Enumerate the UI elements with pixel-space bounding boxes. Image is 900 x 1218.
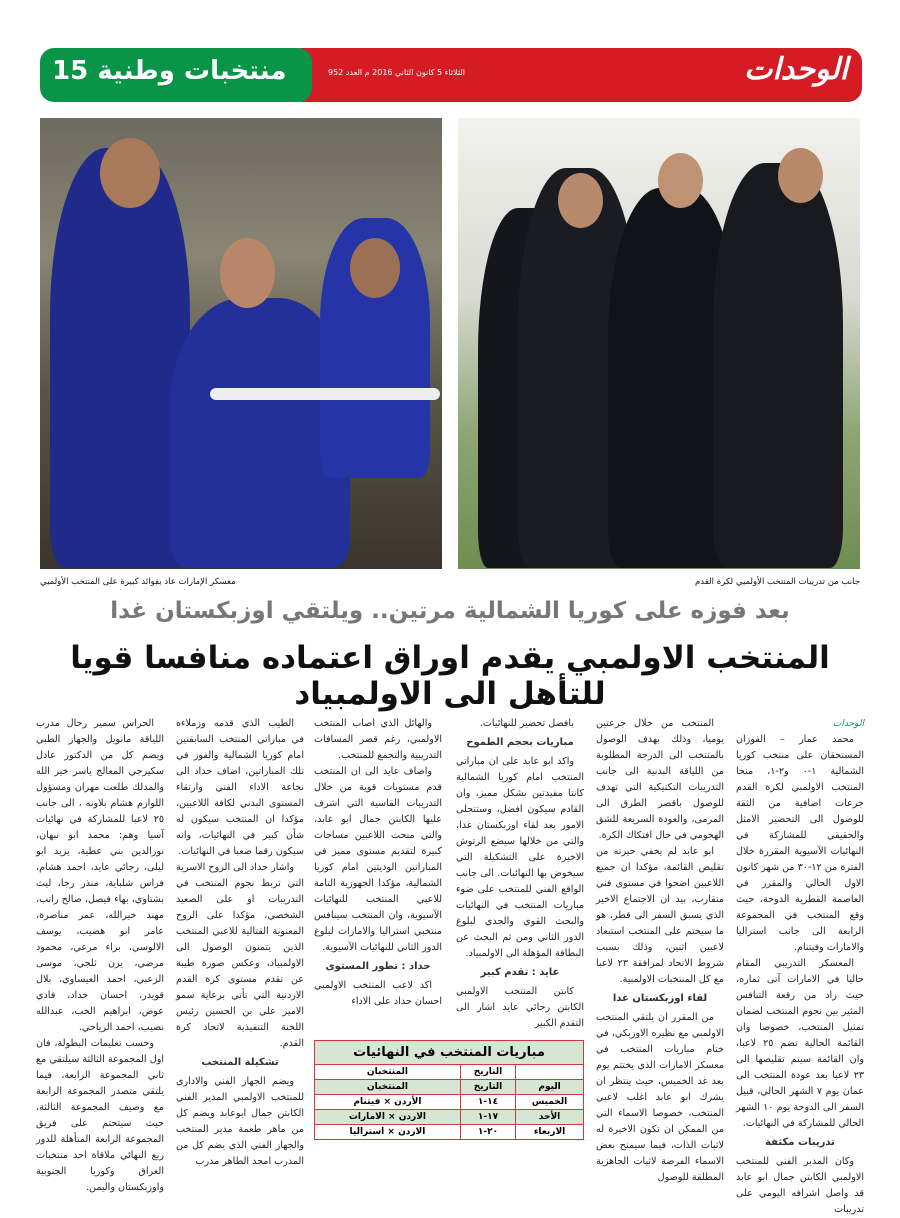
article-column-1: الوحدات محمد عمار – الفوزان المستحقان على منتخب كوريا الشمالية ١-٠ و٢-١، منحا المنتخب الاولمبي لكرة القدم جرعات اضافية من الثقة للوصول الى التحضير الامثل والحقيقي للمشاركة في النهائيات الآسيوية المقررة خلال الفترة من ١٢-٣٠ من شهر كانون الاول الحالي والمقرر في العاصمة القطرية الدوحة، حيث وقع المنتخب في المجموعة الرابعة الى جانب استراليا والامارات وفيتنام. المعسكر التدريبي المقام حاليا في الامارات آتى ثماره، حيث زاد من رقعة التنافس المثير بين نجوم المنتخب لضمان تمثيل المنتخب، خصوصا وان القائمة الحالية تضم ٢٥ لاعبا، وان القائمة سيتم تقليصها الى ٢٣ لاعبا بعد عودة المنتخب الى عمان يوم ٧ الشهر الحالي، قبيل السفر الى الدوحة يوم ١٠ الشهر الحالي للمشاركة في النهائيات. تدريبات مكثفة وكان المدير الفني للمنتخب الاولمبي الكابتن جمال ابو عابد قد واصل اشرافه اليومي على تدريبات	[736, 716, 864, 1218]
article-column-3: بافضل تحضير للنهائيات. مباريات بحجم الطموح واكد ابو عابد على ان مباراتي المنتخب امام كوريا الشمالية كانتا مفيدتين بشكل مميز، وان القادم سيكون افضل، وستتجلى الامور بعد لقاء اوزبكستان غدا، والتي من خلالها سيضع الرتوش الاخيرة على التشكيلة التي سيخوض بها النهائيات. الى جانب الواقع الفني للمنتخب على ضوء مباريات المنتخب في النهائيات والبحث القوي والجدي لبلوغ الدور الثاني ومن ثم البحث عن البطاقة المؤهلة الى الاولمبياد. عايد : تقدم كبير كابتن المنتخب الاولمبي الكابتن رجائي عايد اشار الى التقدم الكبير	[456, 718, 584, 1029]
photo-training-session	[458, 118, 860, 569]
article-column-4: والهائل الذي اصاب المنتخب الاولمبي، رغم قصر المسافات التدريبية والتجمع للمنتخب. واضاف عايد الى ان المنتخب قدم مستويات قوية من خلال التدريبات القاسية التي اشرف عليها الكابتن جمال ابو عابد، والتي منحت اللاعبين مساحات كبيرة لتقديم مستوى مميز في المباراتين الوديتين امام كوريا الشمالية، مؤكدا الجهوزية التامة للاعبي المنتخب للنهائيات الآسيوية، وان المنتخب سينافس منتخبي استراليا والامارات لبلوغ الدور الثاني للنهائيات الآسيوية. حداد : تطور المستوى اكد لاعب المنتخب الاولمبي احسان حداد على الاداء	[314, 718, 442, 1007]
section-title: منتخبات وطنية 15	[52, 56, 287, 86]
article-column-6: الحراس سمير رحال مدرب اللياقة مانويل والجهاز الطبي ويضم كل من الدكتور عادل سكيرجي المعالج ياسر خير الله والمدلك طلعت مهران ومسؤول اللوازم هشام بلاونه ، الى جانب ٢٥ لاعبا للمشاركة في نهائيات آسيا وهم: محمد ابو نبهان، نورالدين بني عطية، يزيد ابو ليلى، رجائي عايد، احمد هشام، فراس شلباية، منذر رجا، ليث بشتاوي، بهاء فيصل، صالح راتب، مهند خيرالله، عمر مناصرة، عامر ابو هضيب، يوسف الالوسي، براء مرعي، محمود مرضي، يزن ثلجي، موسى الزعبي، احمد العيساوي، بلال قويدر، احسان حداد، فادي عوض، ابراهيم الخب، عبدالله نصيب، احمد الرياحي. وحسب تعليمات البطولة، فان اول المجموعة الثالثة سيلتقي مع ثاني المجموعة الرابعة، فيما يلتقي متصدر المجموعة الرابعة مع وصيف المجموعة الثالثة، حيث سيتحتم على فريق المجموعة الرابعة المتأهلة للدور ربع النهائي ملاقاة احد منتخبات العراق وكوريا الجنوبية واوزبكستان واليمن.	[36, 718, 164, 1193]
table-row: الأحد ١٧-١ الاردن × الامارات	[315, 1110, 584, 1125]
issue-date: الثلاثاء 5 كانون الثاني 2016 م العدد 952	[328, 68, 465, 77]
article-column-2: المنتخب من خلال جرعتين يوميا، وذلك بهدف الوصول بالمنتخب الى الدرجة المطلوبة من اللياقة البدنية الى جانب التدريبات التكتيكية التي تهدف للوصول باقصر الطرق الى المرمى، والعودة السريعة للشق الهجومي في حال افتكاك الكرة. ابو عابد لم يخفي حيرته من تقليص القائمة، مؤكدا ان جميع اللاعبين اضحوا في مستوى فني متقارب، بيد ان الاجتماع الاخير الذي يسبق السفر الى قطر، هو ما سيحتم على المنتخب استبعاد لاعبين اثنين، وذلك بسبب شروط الاتحاد لمرافقة ٢٣ لاعبا مع كل المنتخبات الاولمبية. لقاء اوزبكستان غدا من المقرر ان يلتقي المنتخب الاولمبي مع نظيره الاوزبكي، في ختام مباريات المنتخب في معسكر الامارات الذي يختتم يوم بعد غد الخميس، حيث ينتظر ان يشرك ابو عابد اغلب لاعبي المنتخب، خصوصا الاسماء التي من الممكن ان تكون الاخيرة له لاثبات الذات، فيما سيمنح بعض الاسماء الفرصة لاثبات الجاهزية المطلقة للوصول	[596, 718, 724, 1183]
newspaper-logo: الوحدات	[744, 52, 848, 87]
byline: الوحدات	[832, 719, 864, 729]
article-column-5: الطيب الذي قدمه وزملاءه في مباراتي المنتخب السابقتين امام كوريا الشمالية والفوز في تلك المباراتين، اضاف حداد الى نجاعة الاداء الفني وارتقاء المستوى البدني لكافة اللاعبين، مؤكدا ان المنتخب سيكون له شأن كبير في النهائيات، وانه سيكون رقما صعبا في النهائيات. واشار حداد الى الروح الاسرية التي تربط نجوم المنتخب في التدريبات او على الصعيد الشخصي، مؤكدا على الروح المعنوية القتالية للاعبي المنتخب الذين يتمنون الوصول الى الاولمبياد، وعكس صورة طيبة عن تقدم مستوى كرة القدم الاردنية التي تأتي برعاية سمو الامير علي بن الحسين رئيس اللجنة التنفيذية لاتحاد كرة القدم. تشكيلة المنتخب ويضم الجهاز الفني والاداري للمنتخب الاولمبي المدير الفني الكابتن جمال ابوعابد ويضم كل من ماهر طعمة مدير المنتخب والجهاز الفني الذي يضم كل من المدرب امجد الطاهر مدرب	[176, 718, 304, 1167]
subheading: تشكيلة المنتخب	[201, 1057, 279, 1068]
table-row: الخميس ١٤-١ الأردن × فيتنام	[315, 1095, 584, 1110]
subheading: تدريبات مكثفة	[765, 1137, 835, 1148]
right-photo-caption: جانب من تدريبات المنتخب الأولمبي لكرة القدم	[695, 577, 860, 587]
matches-table: مباريات المنتخب في النهائيات التاريخ المنتخبان اليوم التاريخ المنتخبان الخميس ١٤-١ الأردن × فيتنام الأحد ١٧-١ الاردن × الامارات الاربعاء ٢٠-١ الاردن × استراليا	[314, 1040, 584, 1140]
sub-headline: بعد فوزه على كوريا الشمالية مرتين.. ويلتقي اوزبكستان غدا	[110, 598, 790, 624]
subheading: لقاء اوزبكستان غدا	[612, 993, 708, 1004]
subheading: حداد : تطور المستوى	[325, 961, 431, 972]
photo-players-dining	[40, 118, 442, 569]
columns-3-4-with-table	[314, 716, 584, 1140]
subheading: مباريات بحجم الطموح	[466, 737, 574, 748]
main-headline: المنتخب الاولمبي يقدم اوراق اعتماده منافسا قويا للتأهل الى الاولمبياد	[70, 640, 830, 712]
left-photo-caption: معسكر الإمارات عاد بفوائد كبيرة على المنتخب الأولمبي	[40, 577, 236, 587]
table-title: مباريات المنتخب في النهائيات	[315, 1041, 584, 1065]
table-row: الاربعاء ٢٠-١ الاردن × استراليا	[315, 1125, 584, 1140]
subheading: عايد : تقدم كبير	[480, 967, 560, 978]
